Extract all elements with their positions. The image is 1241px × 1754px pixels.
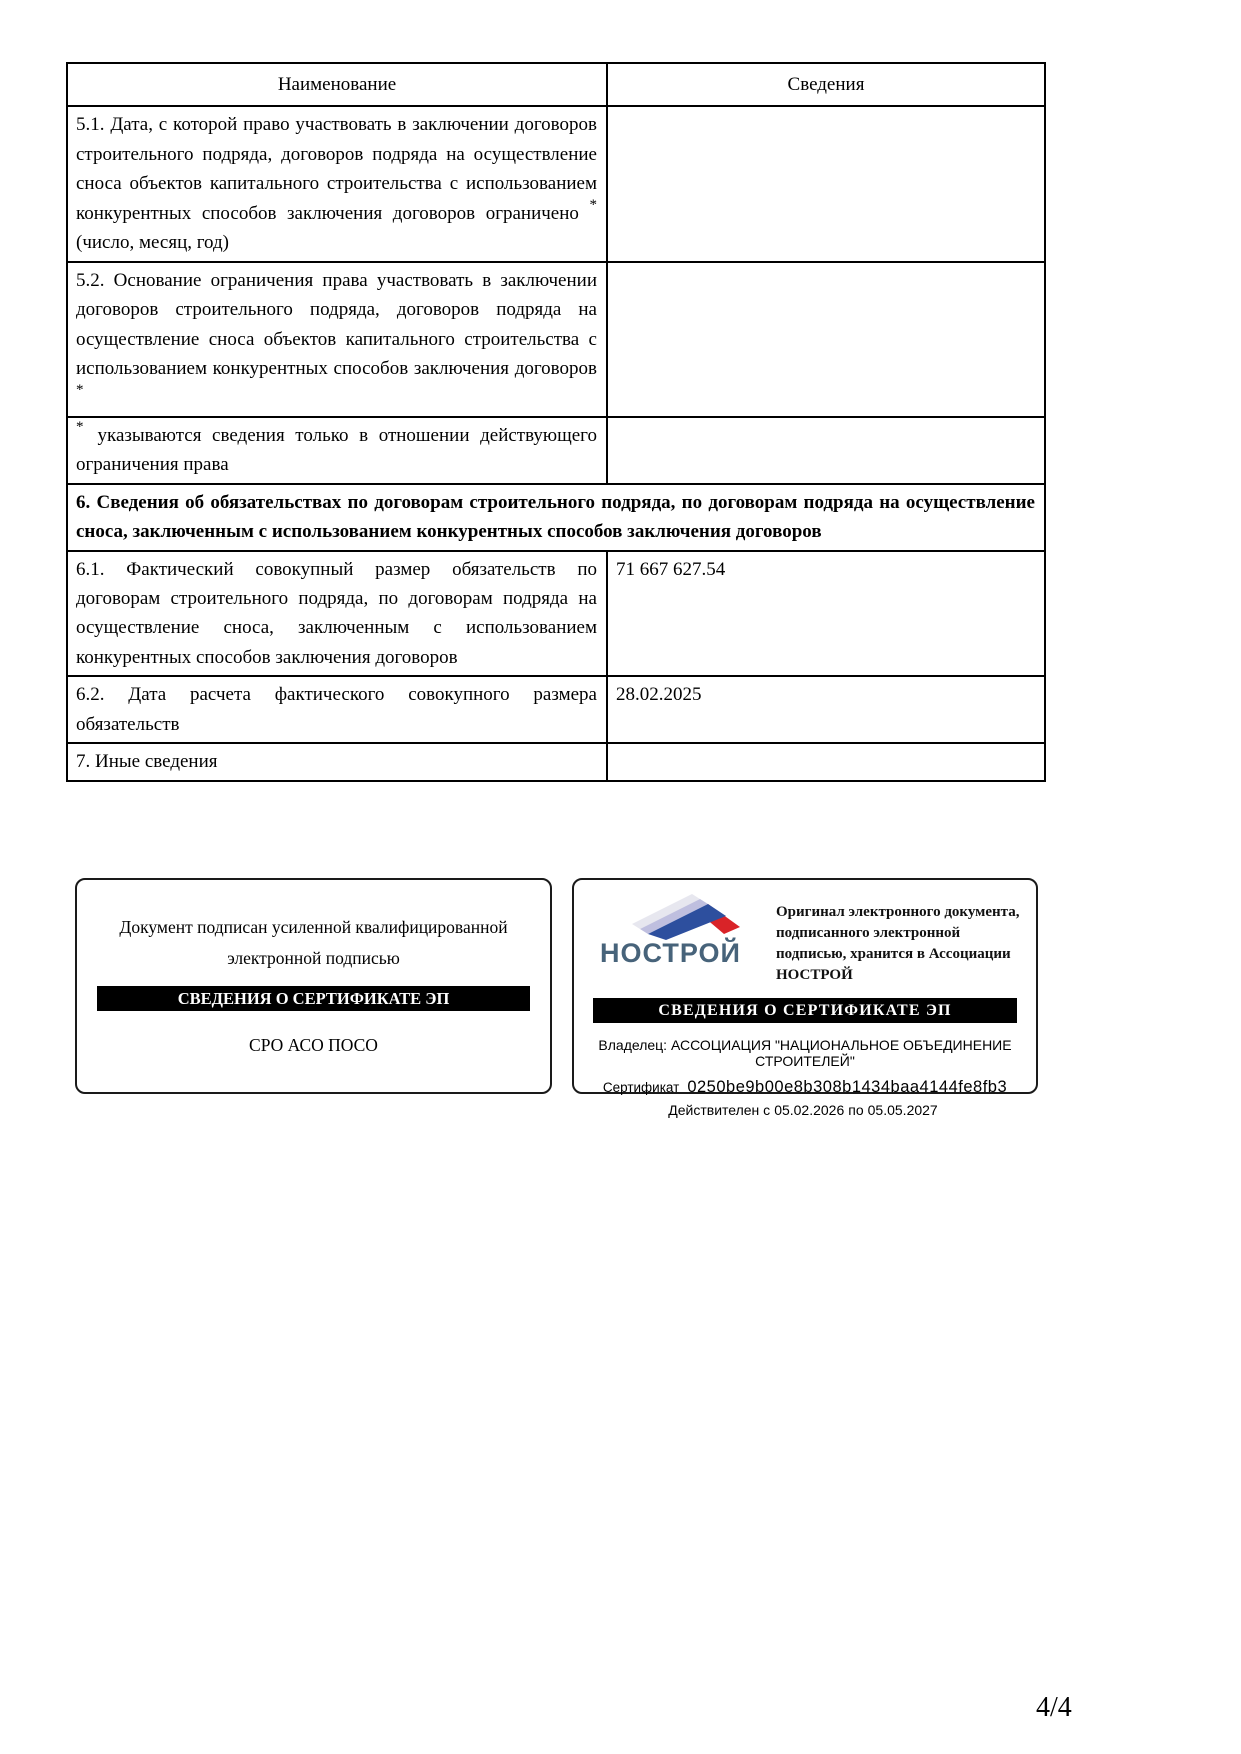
footnote-mark: * — [76, 419, 84, 436]
certificate-number: 0250be9b00e8b308b1434baa4144fe8fb3 — [687, 1078, 1008, 1096]
owner-value: АССОЦИАЦИЯ "НАЦИОНАЛЬНОЕ ОБЪЕДИНЕНИЕ СТРОИТЕЛЕЙ" — [670, 1037, 1012, 1069]
footnote-text: указываются сведения только в отношении действующего ограничения права — [76, 424, 597, 476]
signature-stamp-nostroy — [572, 878, 1038, 1118]
certificate-label: Сертификат — [602, 1080, 680, 1095]
column-header-value: Сведения — [607, 63, 1045, 106]
row-5-1-text: 5.1. Дата, с которой право участвовать в заключении договоров строительного подряда, договоров подряда на осуществление сноса объектов капитального строительства с использованием конкурентных способов заключения договоров ограничено — [76, 114, 597, 224]
certificate-validity-line — [574, 1102, 1036, 1118]
row-6-1-name: 6.1. Фактический совокупный размер обязательств по договорам строительного подряда, по договорам подряда на осуществление сноса, заключенным с использованием конкурентных способов заключения договоров — [67, 551, 607, 677]
table-header-row — [67, 63, 1045, 106]
valid-from-date: 05.02.2026 — [774, 1102, 845, 1118]
row-5-1-name — [67, 106, 607, 261]
nostroy-logo-text: НОСТРОЙ — [600, 938, 741, 968]
row-7-value — [607, 743, 1045, 780]
row-5-2-text: 5.2. Основание ограничения права участвовать в заключении договоров строительного подряда, договоров подряда на осуществление сноса объектов капитального строительства с использованием конкурентных способов заключения договоров — [76, 269, 597, 379]
nostroy-logo — [600, 894, 750, 967]
column-header-name: Наименование — [67, 63, 607, 106]
certificate-number-line — [574, 1078, 1036, 1097]
section-6-header: 6. Сведения об обязательствах по договорам строительного подряда, по договорам подряда на осуществление сноса, заключенным с использованием конкурентных способов заключения договоров — [67, 484, 1045, 551]
section-header-row — [67, 484, 1045, 551]
original-document-note: Оригинал электронного документа, подписанного электронной подписью, хранится в Ассоциации НОСТРОЙ — [776, 904, 1020, 983]
footnote-mark: * — [76, 382, 84, 399]
table-row — [67, 262, 1045, 417]
row-5-2-name — [67, 262, 607, 417]
certificate-owner-org: СРО АСО ПОСО — [249, 1035, 378, 1056]
valid-to-label: по — [848, 1102, 864, 1118]
certificate-info-bar: СВЕДЕНИЯ О СЕРТИФИКАТЕ ЭП — [593, 998, 1017, 1023]
signature-stamp-sro — [75, 878, 552, 1094]
footnote-row-value — [607, 417, 1045, 484]
row-5-2-value — [607, 262, 1045, 417]
table-row — [67, 417, 1045, 484]
row-6-2-name: 6.2. Дата расчета фактического совокупного размера обязательств — [67, 676, 607, 743]
nostroy-roof-icon — [600, 894, 750, 942]
registry-table — [66, 62, 1046, 782]
row-5-1-value — [607, 106, 1045, 261]
table-row — [67, 106, 1045, 261]
owner-label: Владелец: — [598, 1037, 668, 1053]
footnote-mark: * — [589, 197, 598, 214]
certificate-info-bar: СВЕДЕНИЯ О СЕРТИФИКАТЕ ЭП — [97, 986, 530, 1011]
validity-label: Действителен с — [668, 1102, 771, 1118]
row-7-name: 7. Иные сведения — [67, 743, 607, 780]
signature-title: Документ подписан усиленной квалифицированной электронной подписью — [119, 917, 508, 968]
table-row — [67, 743, 1045, 780]
table-row — [67, 676, 1045, 743]
page-number: 4/4 — [1036, 1692, 1072, 1723]
row-6-2-value: 28.02.2025 — [607, 676, 1045, 743]
row-6-1-value: 71 667 627.54 — [607, 551, 1045, 677]
certificate-owner-line — [574, 1037, 1036, 1069]
valid-to-date: 05.05.2027 — [867, 1102, 938, 1118]
footnote-row-name — [67, 417, 607, 484]
row-5-1-suffix: (число, месяц, год) — [76, 232, 230, 254]
table-row — [67, 551, 1045, 677]
